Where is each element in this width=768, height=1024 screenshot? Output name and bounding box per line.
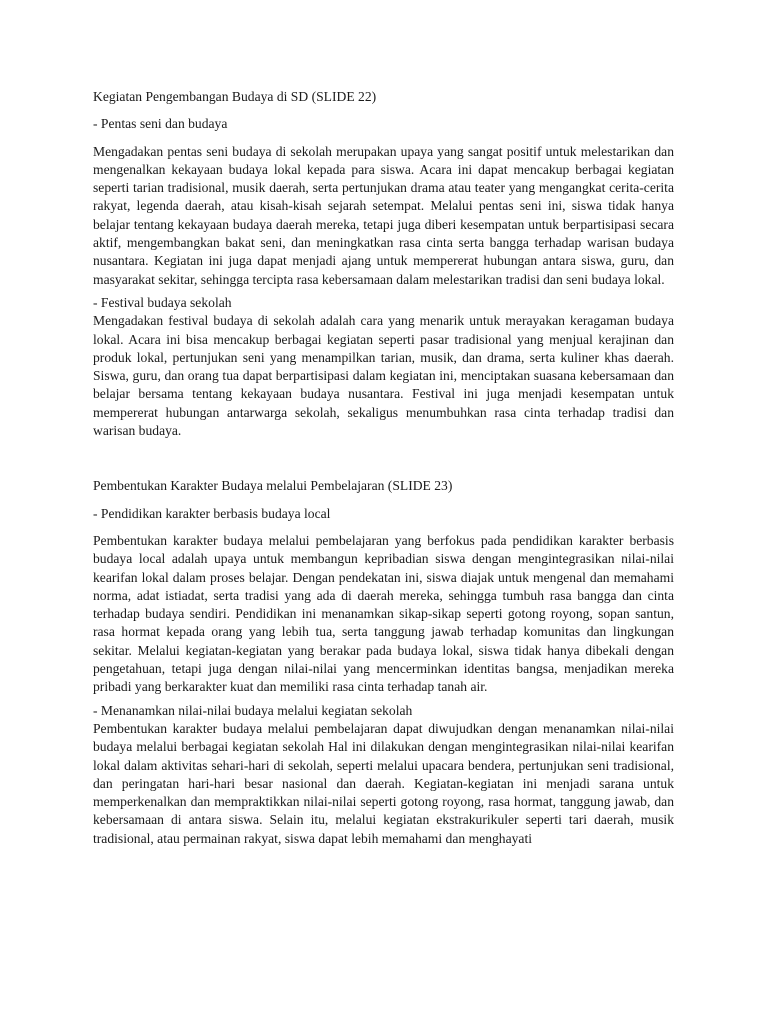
- subheading-menanamkan-nilai: - Menanamkan nilai-nilai budaya melalui kegiatan sekolah: [93, 702, 413, 718]
- paragraph-pendidikan-karakter: Pembentukan karakter budaya melalui pembelajaran yang berfokus pada pendidikan karakter berbasis budaya local adalah upaya untuk membangun kepribadian siswa dengan mengintegrasikan nilai-nilai kearifan lokal dalam proses belajar. Dengan pendekatan ini, siswa diajak untuk mengenal dan memahami norma, adat istiadat, serta tradisi yang ada di daerah mereka, sehingga tumbuh rasa bangga dan cinta terhadap budaya sendiri. Pendidikan ini menanamkan sikap-sikap seperti gotong royong, sopan santun, rasa hormat kepada orang yang lebih tua, serta tanggung jawab terhadap komunitas dan lingkungan sekitar. Melalui kegiatan-kegiatan yang berakar pada budaya lokal, siswa tidak hanya dibekali dengan pengetahuan, tetapi juga dengan nilai-nilai yang mencerminkan identitas bangsa, menjadikan mereka pribadi yang berkarakter kuat dan memiliki rasa cinta terhadap tanah air.: [93, 532, 674, 695]
- subheading-pentas-seni: - Pentas seni dan budaya: [93, 116, 228, 132]
- paragraph-pentas-seni: Mengadakan pentas seni budaya di sekolah merupakan upaya yang sangat positif untuk melestarikan dan mengenalkan kekayaan budaya lokal kepada para siswa. Acara ini dapat mencakup berbagai kegiatan seperti tarian tradisional, musik daerah, serta pertunjukan drama atau teater yang mengangkat cerita-cerita rakyat, legenda daerah, atau kisah-kisah sejarah setempat. Melalui pentas seni ini, siswa tidak hanya belajar tentang kekayaan budaya daerah mereka, tetapi juga diberi kesempatan untuk berpartisipasi secara aktif, mengembangkan bakat seni, dan meningkatkan rasa cinta serta bangga terhadap warisan budaya nusantara. Kegiatan ini juga dapat menjadi ajang untuk mempererat hubungan antara siswa, guru, dan masyarakat sekitar, sehingga tercipta rasa kebersamaan dalam melestarikan tradisi dan seni budaya lokal.: [93, 143, 674, 287]
- document-page: [93, 88, 674, 848]
- subheading-festival-budaya: - Festival budaya sekolah: [93, 294, 232, 310]
- subheading-pendidikan-karakter: - Pendidikan karakter berbasis budaya local: [93, 505, 331, 521]
- paragraph-menanamkan-nilai: Pembentukan karakter budaya melalui pembelajaran dapat diwujudkan dengan menanamkan nilai-nilai budaya melalui berbagai kegiatan sekolah Hal ini dilakukan dengan mengintegrasikan nilai-nilai kearifan lokal dalam aktivitas sehari-hari di sekolah, seperti melalui upacara bendera, pertunjukan seni tradisional, dan peringatan hari-hari besar nasional dan daerah. Kegiatan-kegiatan ini menjadi sarana untuk memperkenalkan dan mempraktikkan nilai-nilai seperti gotong royong, rasa hormat, tanggung jawab, dan kebersamaan di antara siswa. Selain itu, melalui kegiatan ekstrakurikuler seperti tari daerah, musik tradisional, atau permainan rakyat, siswa dapat lebih memahami dan menghayati: [93, 720, 674, 846]
- paragraph-festival-budaya: Mengadakan festival budaya di sekolah adalah cara yang menarik untuk merayakan keragaman budaya lokal. Acara ini bisa mencakup berbagai kegiatan seperti pasar tradisional yang menjual kerajinan dan produk lokal, pertunjukan seni yang menampilkan tarian, musik, dan drama, serta kuliner khas daerah. Siswa, guru, dan orang tua dapat berpartisipasi dalam kegiatan ini, menciptakan suasana kebersamaan dan belajar bersama tentang kekayaan budaya nusantara. Festival ini juga menjadi kesempatan untuk mempererat hubungan antarwarga sekolah, sekaligus menumbuhkan rasa cinta terhadap tradisi dan warisan budaya.: [93, 313, 674, 439]
- section-heading-slide-22: Kegiatan Pengembangan Budaya di SD (SLIDE 22): [93, 89, 377, 104]
- section-heading-slide-23: Pembentukan Karakter Budaya melalui Pembelajaran (SLIDE 23): [93, 478, 453, 494]
